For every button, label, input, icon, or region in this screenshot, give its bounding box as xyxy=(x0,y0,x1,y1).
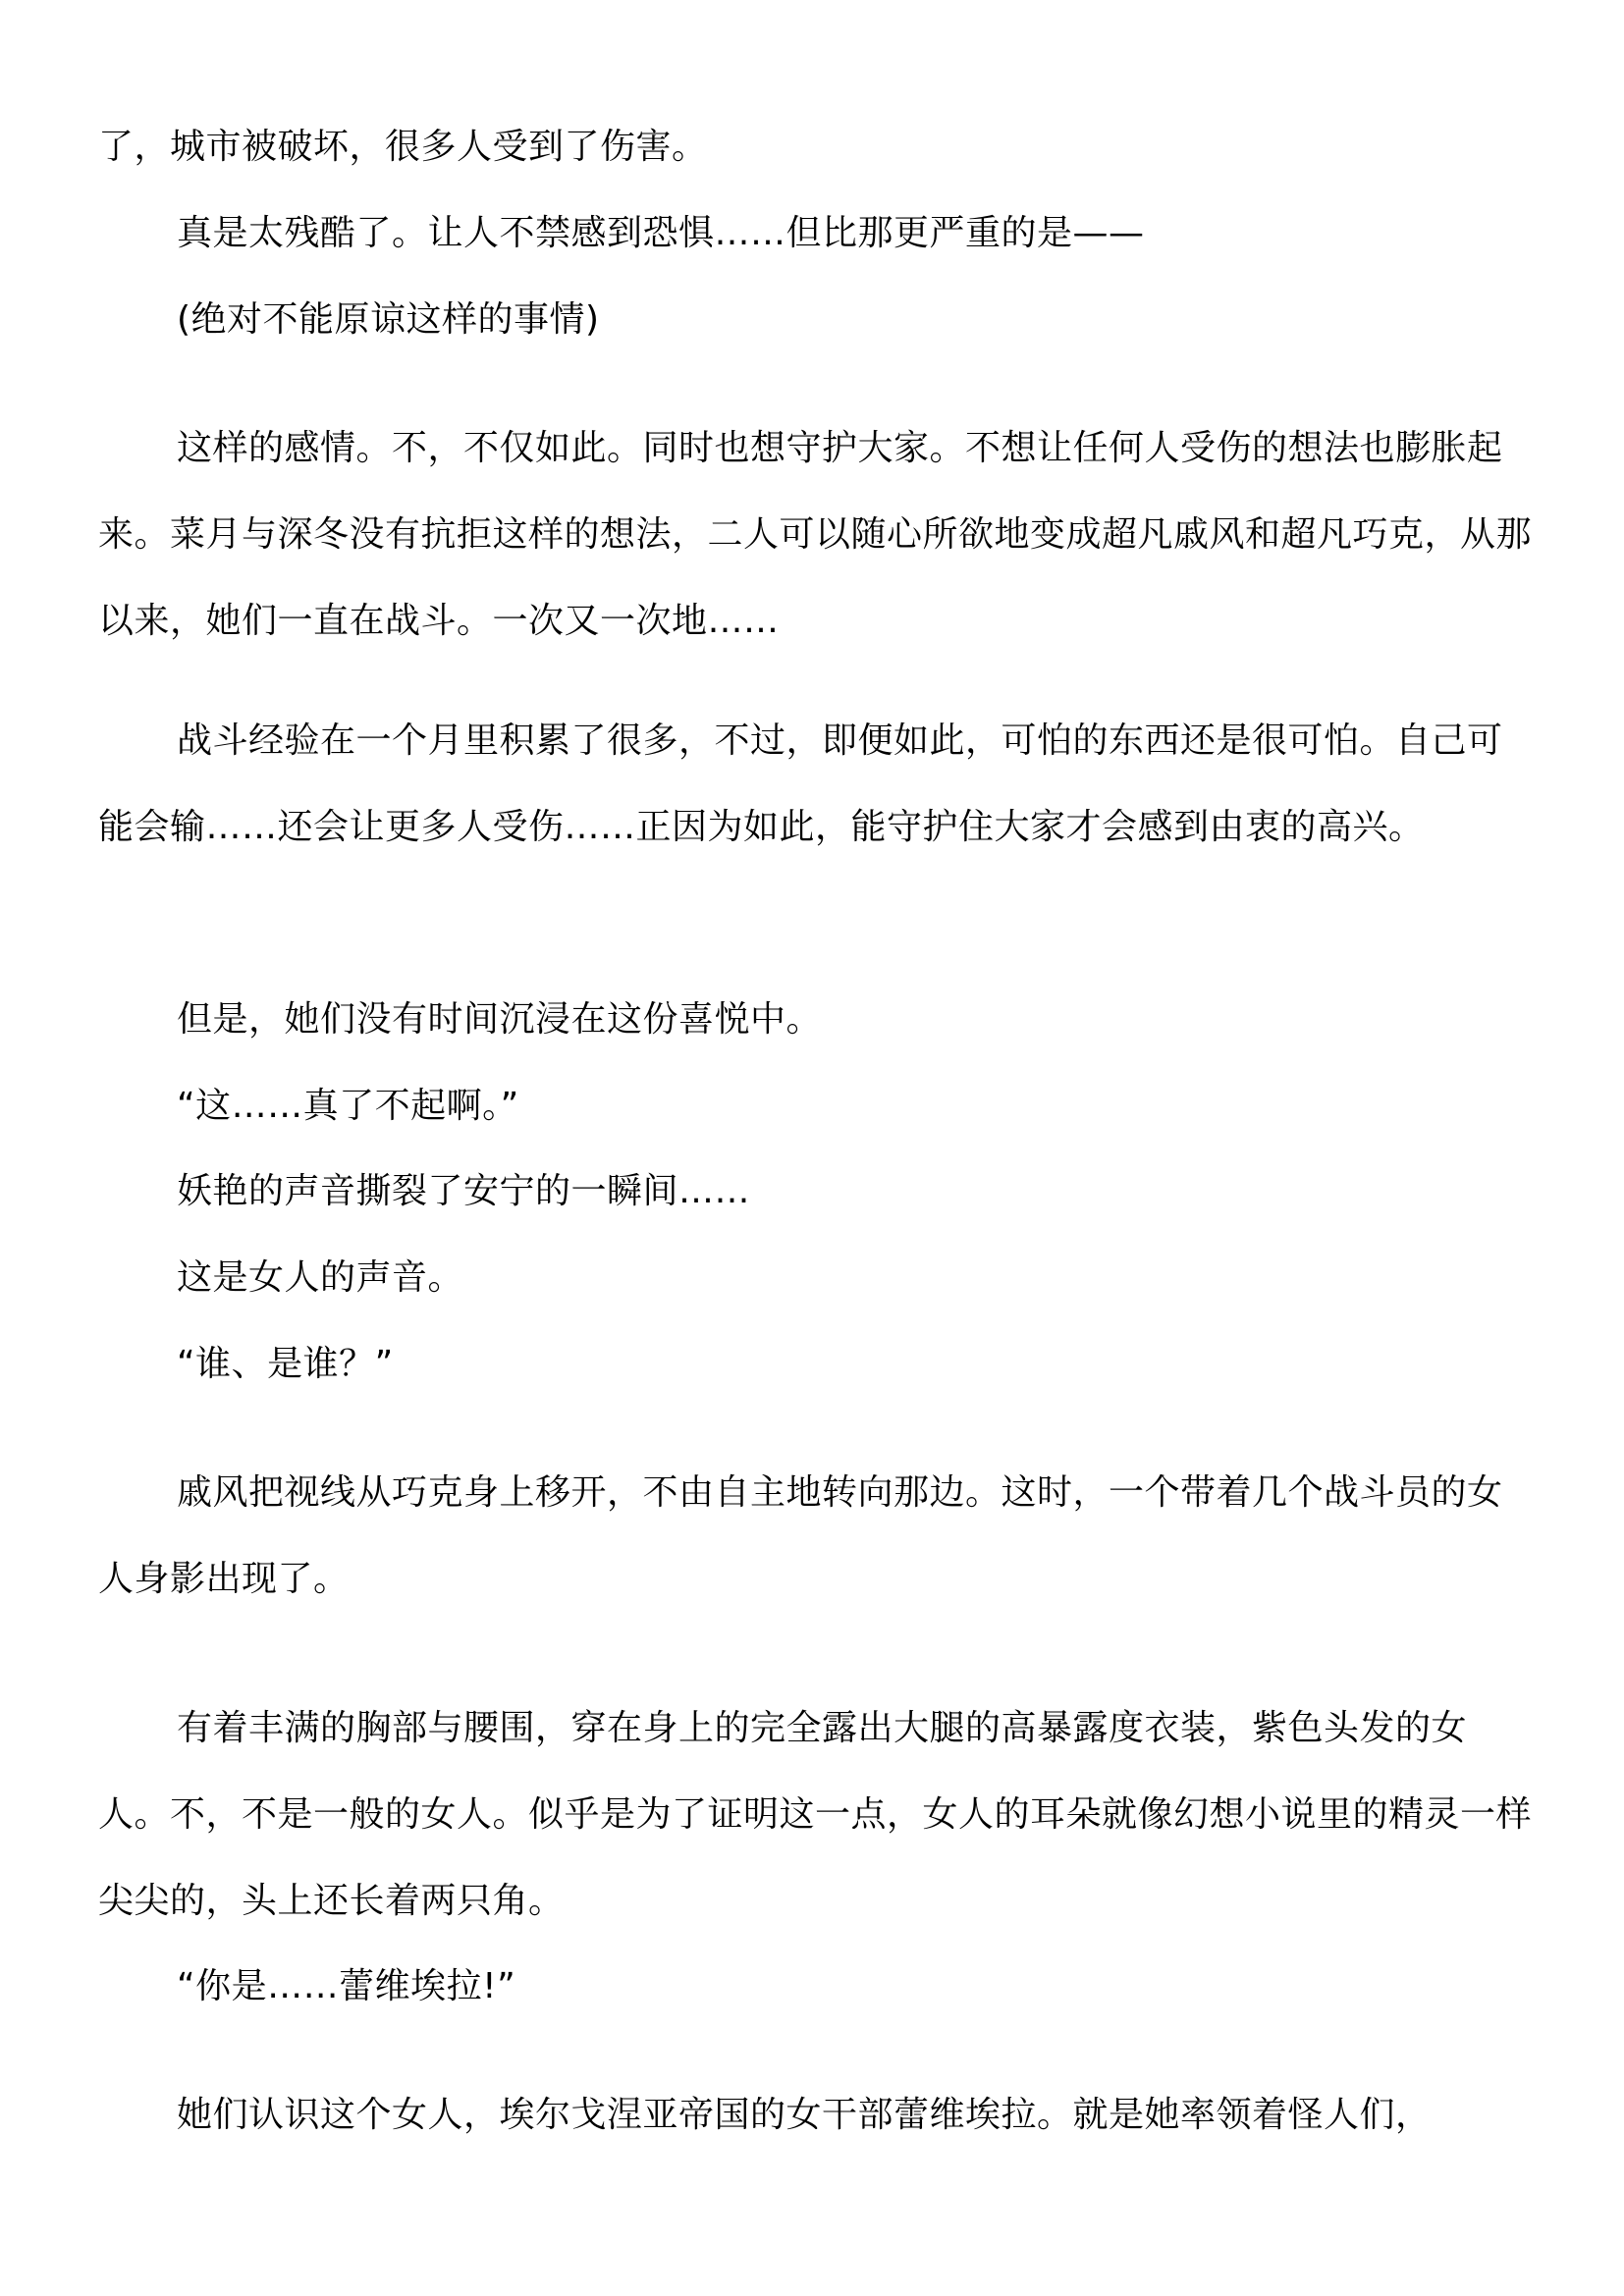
paragraph-7: “这……真了不起啊。” xyxy=(177,1086,519,1126)
paragraph-6: 但是，她们没有时间沉浸在这份喜悦中。 xyxy=(177,999,823,1040)
paragraph-8: 妖艳的声音撕裂了安宁的一瞬间…… xyxy=(177,1171,751,1211)
paragraph-9: 这是女人的声音。 xyxy=(177,1257,464,1298)
paragraph-10: “谁、是谁？” xyxy=(177,1344,394,1384)
paragraph-11: 戚风把视线从巧克身上移开，不由自主地转向那边。这时，一个带着几个战斗员的女人身影出现了。 xyxy=(98,1472,1503,1599)
paragraph-2: 真是太残酷了。让人不禁感到恐惧……但比那更严重的是—— xyxy=(177,213,1145,253)
paragraph-13: “你是……蕾维埃拉!” xyxy=(177,1966,516,2006)
paragraph-14: 她们认识这个女人，埃尔戈涅亚帝国的女干部蕾维埃拉。就是她率领着怪人们， xyxy=(177,2095,1432,2135)
paragraph-5: 战斗经验在一个月里积累了很多，不过，即便如此，可怕的东西还是很可怕。自己可能会输……还会让更多人受伤……正因为如此，能守护住大家才会感到由衷的高兴。 xyxy=(98,721,1503,847)
paragraph-1: 了，城市被破坏，很多人受到了伤害。 xyxy=(98,127,708,167)
paragraph-4: 这样的感情。不，不仅如此。同时也想守护大家。不想让任何人受伤的想法也膨胀起来。菜月与深冬没有抗拒这样的想法，二人可以随心所欲地变成超凡戚风和超凡巧克，从那以来，她们一直在战斗。一次又一次地…… xyxy=(98,428,1533,641)
paragraph-3: (绝对不能原谅这样的事情) xyxy=(177,299,600,340)
paragraph-12: 有着丰满的胸部与腰围，穿在身上的完全露出大腿的高暴露度衣装，紫色头发的女人。不，不是一般的女人。似乎是为了证明这一点，女人的耳朵就像幻想小说里的精灵一样尖尖的，头上还长着两只角。 xyxy=(98,1708,1533,1921)
